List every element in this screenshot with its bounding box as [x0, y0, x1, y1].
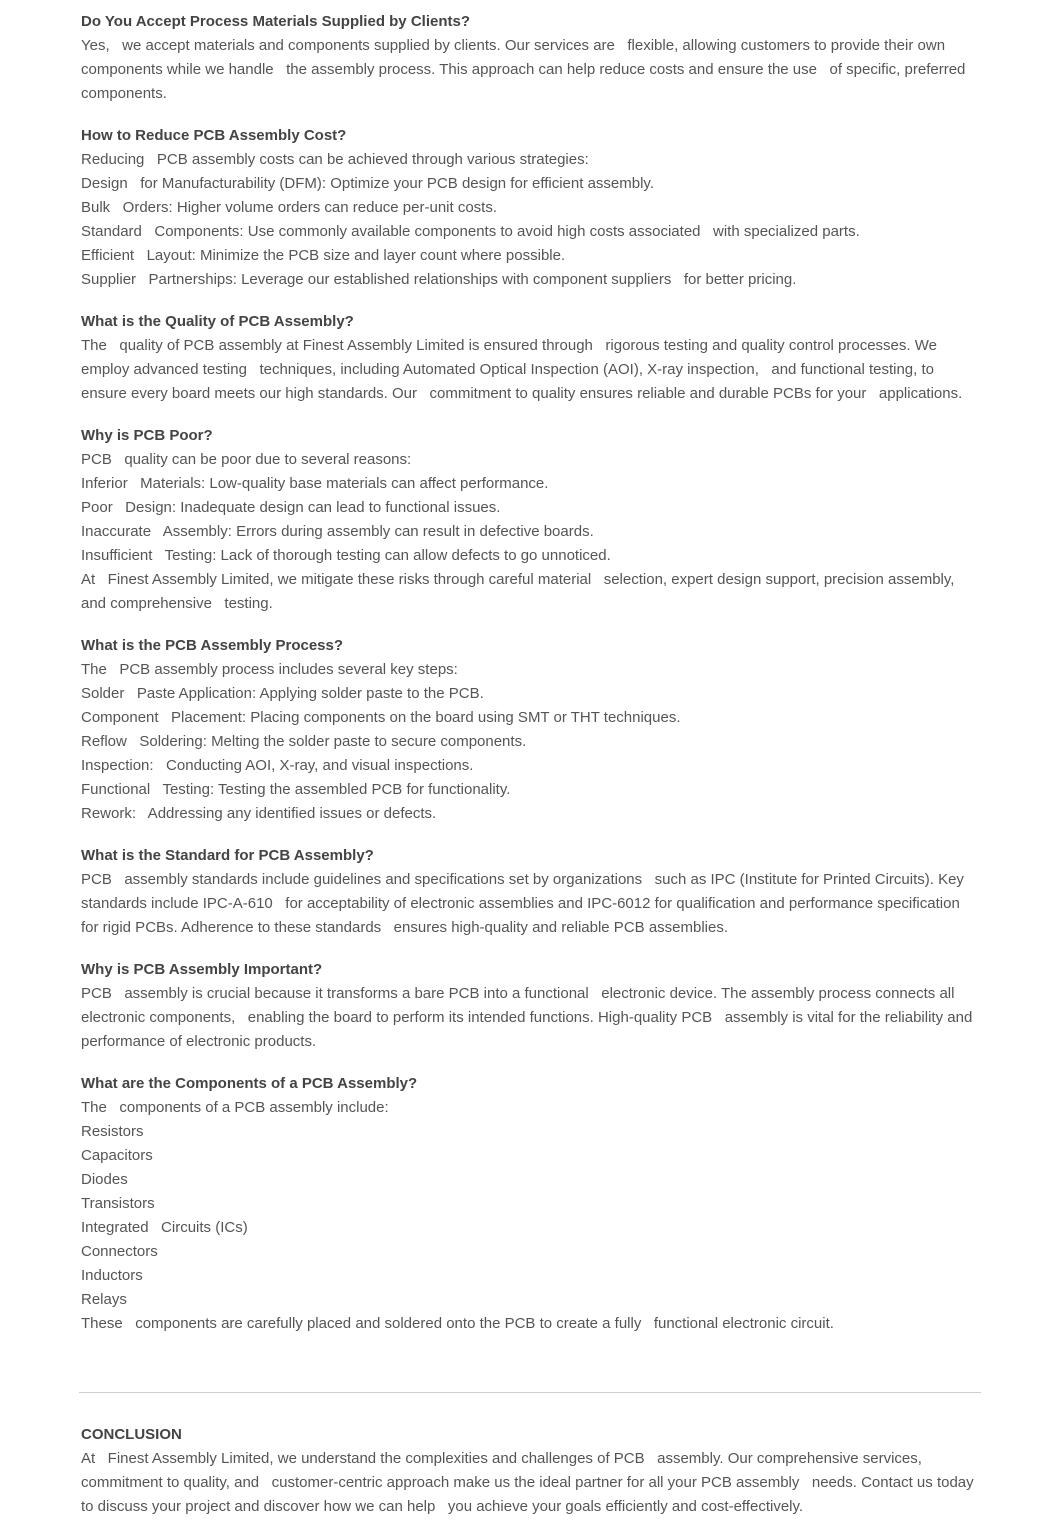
faq-answer-line: Resistors	[81, 1123, 144, 1140]
faq-answer-line: Insufficient Testing: Lack of thorough testing can allow defects to go unnoticed.	[81, 547, 611, 564]
faq-answer-line: Reflow Soldering: Melting the solder paste to secure components.	[81, 733, 527, 750]
faq-answer-line: Diodes	[81, 1171, 128, 1188]
faq-answer-line: Rework: Addressing any identified issues or defects.	[81, 805, 437, 822]
faq-section	[81, 424, 981, 616]
faq-question: Why is PCB Poor?	[81, 427, 213, 444]
faq-answer-line: Inaccurate Assembly: Errors during assembly can result in defective boards.	[81, 523, 594, 540]
faq-answer-line: Standard Components: Use commonly available components to avoid high costs associated with specialized parts.	[81, 223, 860, 240]
faq-answer-line: The PCB assembly process includes several key steps:	[81, 661, 458, 678]
faq-answer-line: Component Placement: Placing components on the board using SMT or THT techniques.	[81, 709, 681, 726]
faq-answer-line: Relays	[81, 1291, 127, 1308]
faq-answer-line: Inspection: Conducting AOI, X-ray, and visual inspections.	[81, 757, 474, 774]
faq-answer-line: Supplier Partnerships: Leverage our established relationships with component suppliers for better pricing.	[81, 271, 797, 288]
conclusion-area	[81, 1392, 981, 1521]
faq-answer-line: Functional Testing: Testing the assembled PCB for functionality.	[81, 781, 511, 798]
faq-document	[81, 10, 981, 1354]
faq-list	[81, 10, 981, 1336]
faq-section	[81, 634, 981, 826]
faq-answer-line: Capacitors	[81, 1147, 153, 1164]
faq-answer-line: Inductors	[81, 1267, 143, 1284]
faq-section	[81, 844, 981, 940]
conclusion-text: At Finest Assembly Limited, we understand the complexities and challenges of PCB assembly. Our comprehensive services, commitment to quality, and customer-centric approach make us the ideal partner for all your PCB assembly needs. Contact us today to discuss your project and discover how we can help you achieve your goals efficiently and cost-effectively.	[81, 1450, 978, 1515]
faq-section	[81, 1072, 981, 1336]
faq-section	[81, 10, 981, 106]
faq-section	[81, 310, 981, 406]
faq-question: How to Reduce PCB Assembly Cost?	[81, 127, 347, 144]
faq-question: Do You Accept Process Materials Supplied by Clients?	[81, 13, 470, 30]
faq-answer-paragraph: The quality of PCB assembly at Finest Assembly Limited is ensured through rigorous testing and quality control processes. We employ advanced testing techniques, including Automated Optical Inspection (AOI), X-ray inspection, and functional testing, to ensure every board meets our high standards. Our commitment to quality ensures reliable and durable PCBs for your applications.	[81, 337, 963, 402]
faq-answer-line: PCB quality can be poor due to several reasons:	[81, 451, 412, 468]
conclusion-section	[81, 1423, 981, 1515]
faq-answer-paragraph: PCB assembly is crucial because it transforms a bare PCB into a functional electronic device. The assembly process connects all electronic components, enabling the board to perform its intended functions. High-quality PCB assembly is vital for the reliability and performance of electronic products.	[81, 985, 977, 1050]
faq-question: What is the PCB Assembly Process?	[81, 637, 344, 654]
faq-answer-line: Inferior Materials: Low-quality base materials can affect performance.	[81, 475, 549, 492]
faq-answer-line: Solder Paste Application: Applying solder paste to the PCB.	[81, 685, 484, 702]
faq-question: What is the Quality of PCB Assembly?	[81, 313, 354, 330]
faq-section	[81, 124, 981, 292]
faq-answer-line: Bulk Orders: Higher volume orders can reduce per-unit costs.	[81, 199, 498, 216]
faq-answer-line: Transistors	[81, 1195, 155, 1212]
faq-answer-line: At Finest Assembly Limited, we mitigate these risks through careful material selection, expert design support, precision assembly, and comprehensive testing.	[81, 571, 959, 612]
faq-question: Why is PCB Assembly Important?	[81, 961, 323, 978]
faq-answer-line: These components are carefully placed and soldered onto the PCB to create a fully functional electronic circuit.	[81, 1315, 834, 1332]
faq-question: What is the Standard for PCB Assembly?	[81, 847, 374, 864]
faq-answer-line: Reducing PCB assembly costs can be achieved through various strategies:	[81, 151, 589, 168]
faq-answer-line: Design for Manufacturability (DFM): Optimize your PCB design for efficient assembly.	[81, 175, 654, 192]
conclusion-title: CONCLUSION	[81, 1426, 182, 1443]
faq-answer-line: The components of a PCB assembly include:	[81, 1099, 389, 1116]
faq-answer-line: Connectors	[81, 1243, 158, 1260]
faq-answer-line: Efficient Layout: Minimize the PCB size and layer count where possible.	[81, 247, 566, 264]
faq-answer-line: Poor Design: Inadequate design can lead to functional issues.	[81, 499, 501, 516]
faq-question: What are the Components of a PCB Assembly?	[81, 1075, 418, 1092]
faq-section	[81, 958, 981, 1054]
faq-answer-paragraph: PCB assembly standards include guidelines and specifications set by organizations such as IPC (Institute for Printed Circuits). Key standards include IPC-A-610 for acceptability of electronic assemblies and IPC-6012 for qualification and performance specification for rigid PCBs. Adherence to these standards ensures high-quality and reliable PCB assemblies.	[81, 871, 969, 936]
faq-answer-line: Integrated Circuits (ICs)	[81, 1219, 248, 1236]
faq-answer-paragraph: Yes, we accept materials and components supplied by clients. Our services are flexible, allowing customers to provide their own components while we handle the assembly process. This approach can help reduce costs and ensure the use of specific, preferred components.	[81, 37, 970, 102]
